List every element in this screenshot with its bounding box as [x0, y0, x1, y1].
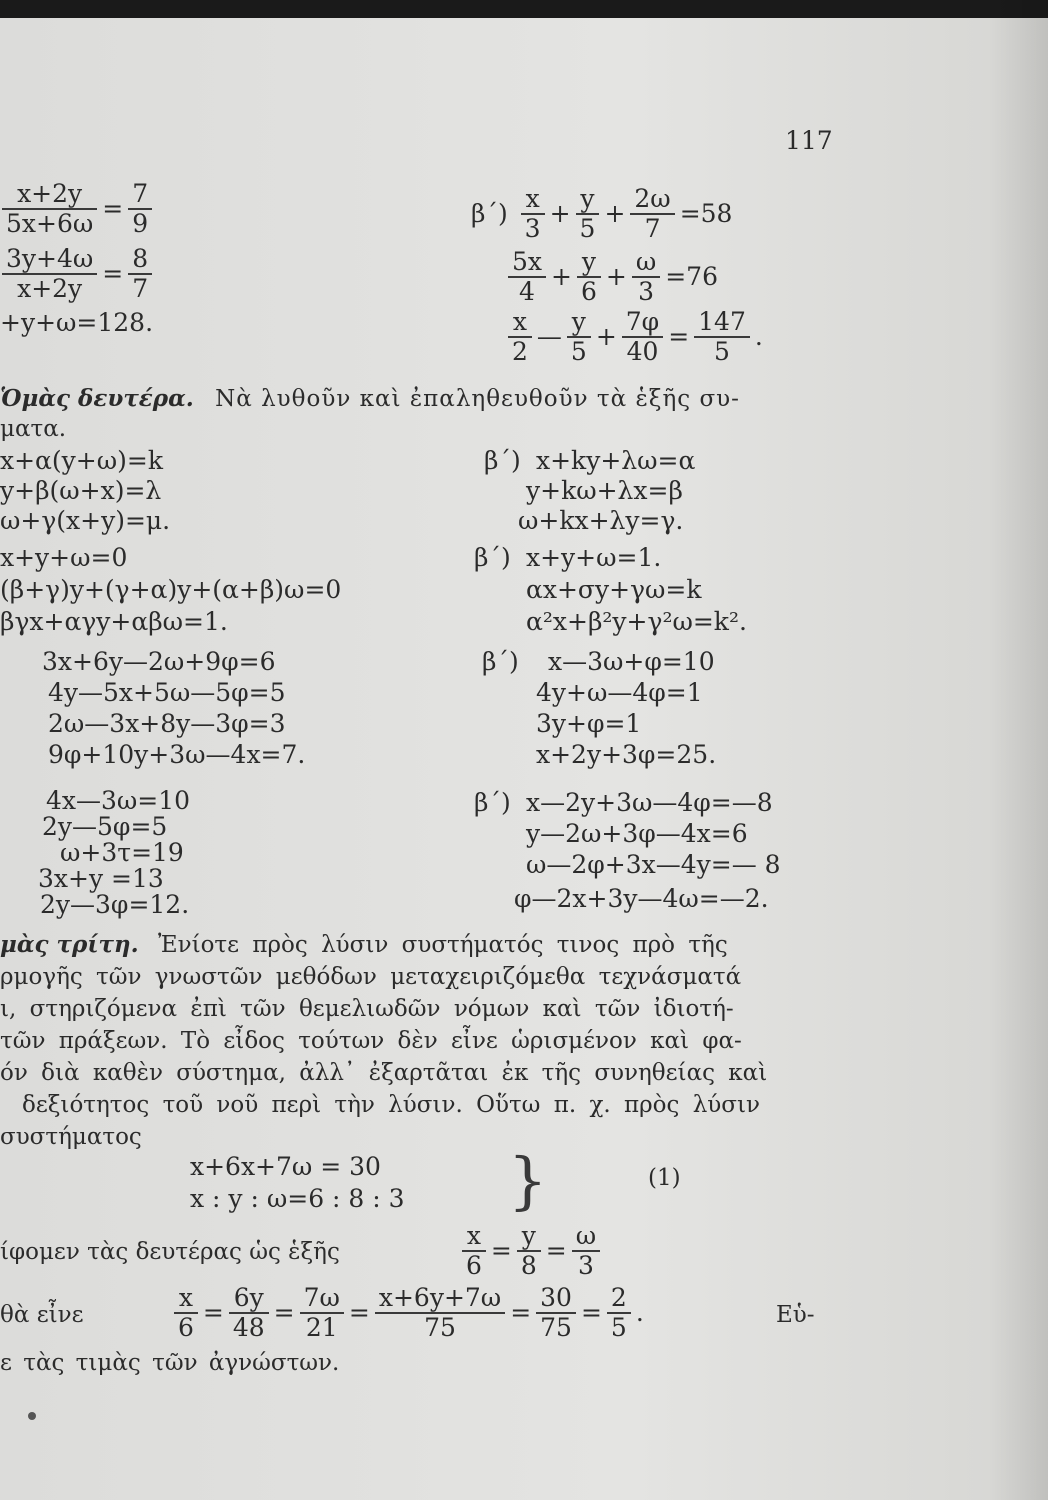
system1-tag: (1): [648, 1165, 681, 1191]
sysA-left-3: ω+γ(x+y)=μ.: [0, 506, 171, 535]
sysB-right-2: αx+σy+γω=k: [526, 575, 702, 604]
sysC-left-4: 9φ+10y+3ω—4x=7.: [48, 740, 306, 769]
system1-eq-1: x+6x+7ω = 30: [190, 1152, 381, 1181]
group3-line-3: ι, στηριζόμενα ἐπὶ τῶν θεμελιωδῶν νόμων καὶ τῶν ἰδιοτή-: [0, 996, 734, 1022]
sysA-left-2: y+β(ω+x)=λ: [0, 476, 162, 505]
sysD-right-2: y—2ω+3φ—4x=6: [526, 819, 748, 848]
sysB-left-1: x+y+ω=0: [0, 543, 128, 572]
system1-eq-2: x : y : ω=6 : 8 : 3: [190, 1184, 405, 1213]
ratio-equation: $\frac{x}{6}$ = $\frac{y}{8}$ = $\frac{\omega}{3}$: [460, 1222, 602, 1280]
sysC-left-2: 4y—5x+5ω—5φ=5: [48, 678, 286, 707]
brace-symbol: }: [508, 1144, 548, 1217]
eq-left-3: +y+ω=128.: [0, 308, 154, 337]
sysD-left-5: 2y—3φ=12.: [40, 890, 190, 919]
group2-intro: Νὰ λυθοῦν καὶ ἐπαληθευθοῦν τὰ ἑξῆς συ-: [215, 386, 740, 412]
page-number: 117: [785, 126, 833, 155]
group3-line-4: τῶν πράξεων. Τὸ εἶδος τούτων δὲν εἶνε ὡρισμένον καὶ φα-: [0, 1028, 742, 1054]
sysB-left-3: βγx+αγy+αβω=1.: [0, 607, 228, 636]
eq-right-2: $\frac{5x}{4}$ + $\frac{y}{6}$ + $\frac{\omega}{3}$ =76: [506, 248, 721, 306]
sysA-right-label: β΄): [484, 446, 521, 475]
result-text: θὰ εἶνε: [0, 1302, 84, 1328]
page-edge-shadow: [988, 0, 1048, 1500]
sysA-right-3: ω+kx+λy=γ.: [518, 506, 684, 535]
sysC-right-3: 3y+φ=1: [536, 709, 642, 738]
eq-left-2: $\frac{3y+4\omega}{x+2y}$ = $\frac{8}{7}$: [0, 245, 154, 303]
sysA-right-1: x+ky+λω=α: [536, 446, 696, 475]
sysC-right-4: x+2y+3φ=25.: [536, 740, 717, 769]
sysB-left-2: (β+γ)y+(γ+α)y+(α+β)ω=0: [0, 575, 342, 604]
sysA-right-2: y+kω+λx=β: [526, 476, 683, 505]
group3-line-1: μὰς τρίτη. Ἐνίοτε πρὸς λύσιν συστήματός τινος πρὸ τῆς: [0, 931, 728, 958]
sysD-left-4: 3x+y =13: [38, 864, 164, 893]
sysC-left-3: 2ω—3x+8y—3φ=3: [48, 709, 286, 738]
sysB-right-1: x+y+ω=1.: [526, 543, 662, 572]
sysD-right-label: β΄): [474, 788, 511, 817]
group3-line-2: ρμογῆς τῶν γνωστῶν μεθόδων μεταχειριζόμεθα τεχνάσματά: [0, 964, 742, 990]
sysC-left-1: 3x+6y—2ω+9φ=6: [42, 647, 276, 676]
group3-heading: μὰς τρίτη.: [0, 931, 139, 958]
sysD-left-2: 2y—5φ=5: [42, 812, 168, 841]
sysC-right-label: β΄): [482, 647, 519, 676]
eq-right-3: $\frac{x}{2}$ — $\frac{y}{5}$ + $\frac{7\varphi}{40}$ = $\frac{147}{5}$ .: [506, 308, 766, 366]
sysC-right-2: 4y+ω—4φ=1: [536, 678, 703, 707]
result-tail: Εὑ-: [776, 1302, 815, 1328]
rewrite-text: ίφομεν τὰς δευτέρας ὡς ἑξῆς: [0, 1239, 340, 1265]
sysB-right-3: α²x+β²y+γ²ω=k².: [526, 607, 747, 636]
sysD-right-3: ω—2φ+3x—4y=— 8: [526, 850, 781, 879]
sysD-right-1: x—2y+3ω—4φ=—8: [526, 788, 773, 817]
sysD-right-4: φ—2x+3y—4ω=—2.: [514, 884, 769, 913]
scan-top-border: [0, 0, 1048, 18]
last-line: ε τὰς τιμὰς τῶν ἀγνώστων.: [0, 1350, 340, 1376]
group3-line-7: συστήματος: [0, 1124, 142, 1150]
ink-dot: [28, 1412, 36, 1420]
sysB-right-label: β΄): [474, 543, 511, 572]
sysA-left-1: x+α(y+ω)=k: [0, 446, 163, 475]
group2-heading-line: [0, 384, 740, 414]
group3-line-5: όν διὰ καθὲν σύστημα, ἀλλ᾽ ἐξαρτᾶται ἐκ τῆς συνηθείας καὶ: [0, 1060, 768, 1086]
group3-line-6: δεξιότητος τοῦ νοῦ περὶ τὴν λύσιν. Οὕτω π. χ. πρὸς λύσιν: [22, 1092, 760, 1118]
eq-left-1: $\frac{x+2y}{5x+6\omega}$ = $\frac{7}{9}$: [0, 180, 154, 238]
group2-intro-2: ματα.: [0, 416, 67, 442]
sysC-right-1: x—3ω+φ=10: [548, 647, 715, 676]
sysD-left-3: ω+3τ=19: [60, 838, 184, 867]
sysD-left-1: 4x—3ω=10: [46, 786, 191, 815]
group2-heading: Ὁμὰς δευτέρα.: [0, 385, 194, 412]
eq-right-1: β΄) $\frac{x}{3}$ + $\frac{y}{5}$ + $\frac{2\omega}{7}$ =58: [471, 184, 733, 243]
result-equation: $\frac{x}{6}$ = $\frac{6y}{48}$ = $\frac{7\omega}{21}$ = $\frac{x+6y+7\omega}{75}$ = $\frac{30}{75}$ = $\frac{2}{5}$ .: [172, 1284, 647, 1342]
